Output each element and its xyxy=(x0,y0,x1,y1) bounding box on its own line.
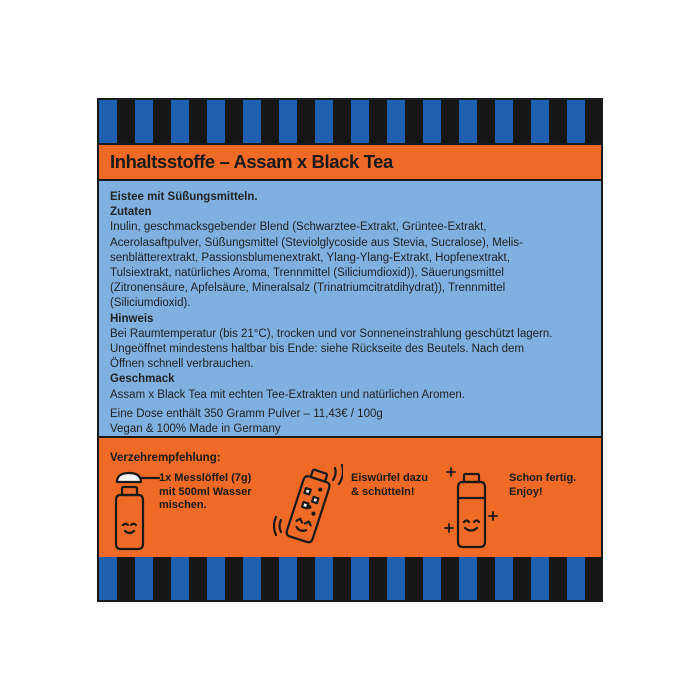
geschmack-line: Assam x Black Tea mit echten Tee-Extrakten und natürlichen Aromen. xyxy=(110,388,465,401)
step-1-line: mischen. xyxy=(159,499,207,511)
shaking-bottle-icon xyxy=(273,460,343,552)
hinweis-line: Ungeöffnet mindestens haltbar bis Ende: siehe Rückseite des Beutels. Nach dem xyxy=(110,343,525,356)
zutaten-line: (Zitronensäure, Apfelsäure, Mineralsalz (Trinatriumcitratdihydrat)), Trennmittel xyxy=(110,282,506,295)
step-2-line: & schütteln! xyxy=(351,485,415,498)
zutaten-line: Acerolasaftpulver, Süßungsmittel (Steviolglycoside aus Stevia, Sucralose), Melis- xyxy=(110,236,523,249)
zutaten-heading: Zutaten xyxy=(110,206,152,219)
step-3-text xyxy=(509,472,576,499)
ingredients-card xyxy=(97,98,603,602)
step-3-line: Schon fertig. xyxy=(509,472,577,484)
ingredients-text xyxy=(110,190,593,437)
step-2-line: Eiswürfel dazu xyxy=(351,472,429,484)
step-1-text xyxy=(159,472,252,513)
step-2-text xyxy=(351,472,428,499)
checker-band-top xyxy=(99,100,601,143)
step-3-line: Enjoy! xyxy=(509,485,543,498)
zutaten-line: Tulsiextrakt, natürliches Aroma, Trennmittel (Siliciumdioxid)), Säuerungsmittel xyxy=(110,267,504,280)
scoop-bottle-icon xyxy=(109,470,161,552)
recommendation-section xyxy=(99,436,601,561)
happy-bottle-icon xyxy=(443,464,499,552)
recommendation-heading: Verzehrempfehlung: xyxy=(110,452,221,464)
zutaten-line: Inulin, geschmacksgebender Blend (Schwarztee-Extrakt, Grüntee-Extrakt, xyxy=(110,221,487,234)
zutaten-line: (Siliciumdioxid). xyxy=(110,297,191,310)
title-band xyxy=(99,143,601,181)
dose-line: Eine Dose enthält 350 Gramm Pulver – 11,43€ / 100g xyxy=(110,407,383,420)
checker-band-bottom xyxy=(99,557,601,600)
zutaten-line: senblätterextrakt, Passionsblumenextrakt, Ylang-Ylang-Extrakt, Hopfenextrakt, xyxy=(110,251,510,264)
card-title: Inhaltsstoffe – Assam x Black Tea xyxy=(110,151,393,172)
hinweis-heading: Hinweis xyxy=(110,312,154,325)
step-1-line: mit 500ml Wasser xyxy=(159,485,252,498)
intro-line: Eistee mit Süßungsmitteln. xyxy=(110,191,258,203)
step-1-line: 1x Messlöffel (7g) xyxy=(159,472,252,484)
ingredients-section xyxy=(99,181,601,436)
geschmack-heading: Geschmack xyxy=(110,373,175,386)
hinweis-line: Bei Raumtemperatur (bis 21°C), trocken und vor Sonneneinstrahlung geschützt lagern. xyxy=(110,327,553,340)
vegan-line: Vegan & 100% Made in Germany xyxy=(110,423,281,436)
hinweis-line: Öffnen schnell verbrauchen. xyxy=(110,358,254,371)
